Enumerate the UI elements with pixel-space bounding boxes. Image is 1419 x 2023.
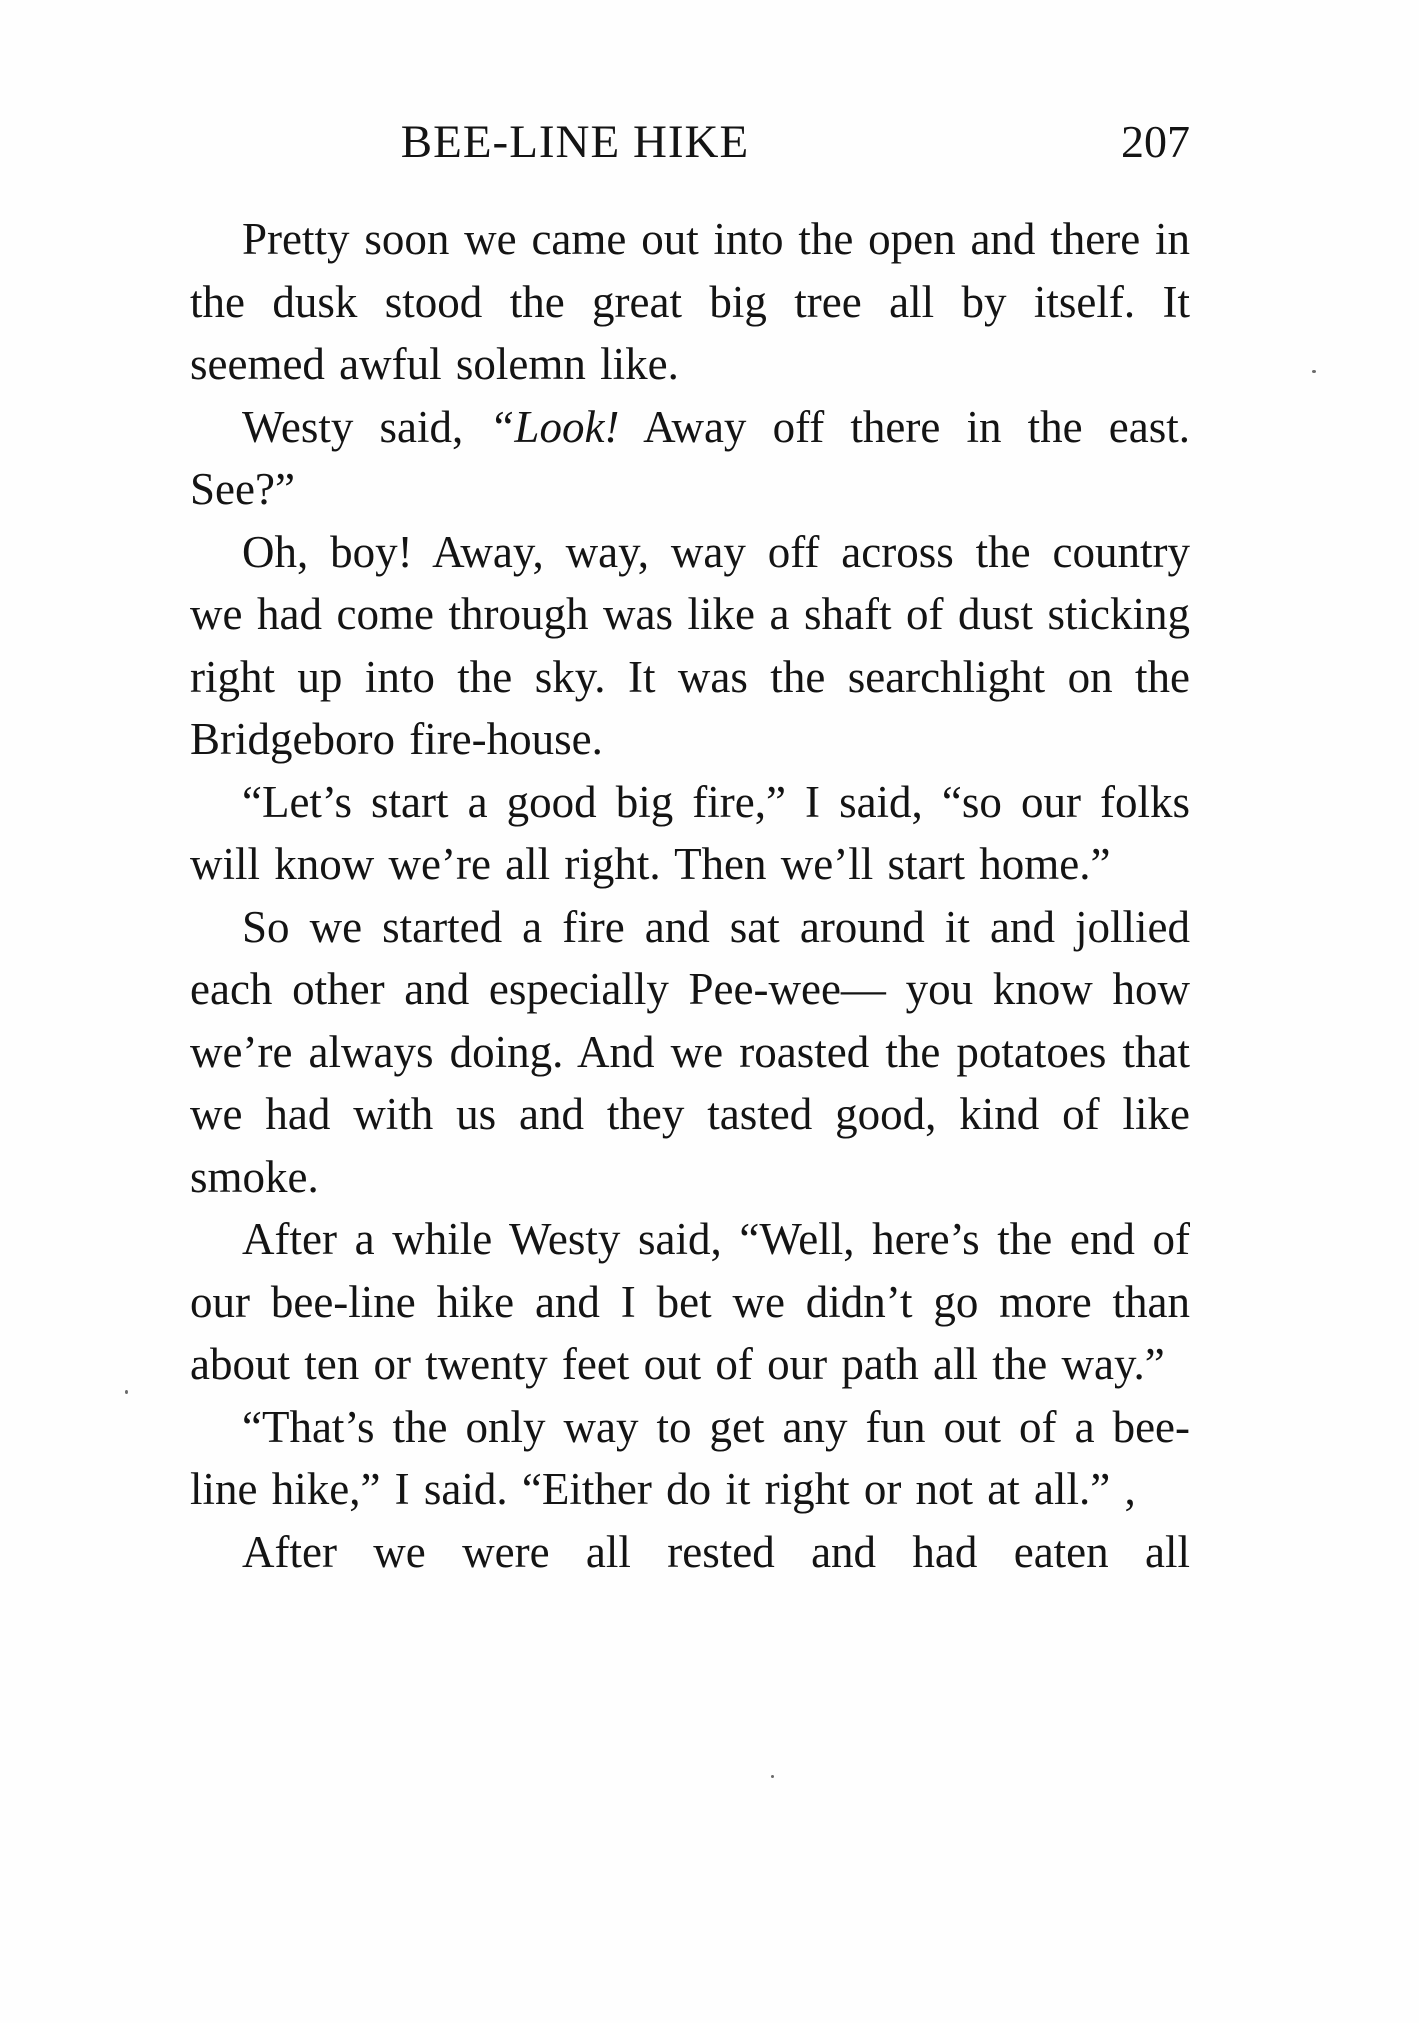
paragraph: “That’s the only way to get any fun out of a bee-line hike,” I said. “Either do it right or not at all.” , xyxy=(190,1401,1190,1514)
paragraph: So we started a fire and sat around it and jollied each other and especially Pee-wee— you know how we’re always doing. And we roasted the potatoes that we had with us and they tasted good, kind of like smoke. xyxy=(190,901,1190,1202)
paragraph xyxy=(190,396,1190,521)
paragraph-text: Westy said, xyxy=(242,401,490,452)
speck xyxy=(125,1390,128,1394)
speck xyxy=(1312,370,1316,373)
emphasis-text: “Look! xyxy=(489,401,620,452)
paragraph: “Let’s start a good big fire,” I said, “so our folks will know we’re all right. Then we’ll start home.” xyxy=(190,776,1190,889)
running-head xyxy=(190,112,1190,172)
paragraph: After a while Westy said, “Well, here’s the end of our bee-line hike and I bet we didn’t go more than about ten or twenty feet out of our path all the way.” xyxy=(190,1214,1190,1389)
paragraph: After we were all rested and had eaten all xyxy=(242,1526,1190,1577)
paragraph: Oh, boy! Away, way, way off across the country we had come through was like a shaft of dust sticking right up into the sky. It was the searchlight on the Bridgeboro fire-house. xyxy=(190,526,1190,764)
running-title: BEE-LINE HIKE xyxy=(400,116,750,168)
page-number: 207 xyxy=(1121,116,1190,167)
speck xyxy=(771,1775,774,1778)
paragraph-text: Away off there in the east. See?” xyxy=(190,401,1190,514)
paragraph: Pretty soon we came out into the open and there in the dusk stood the great big tree all by itself. It seemed awful solemn like. xyxy=(190,214,1190,389)
body-text xyxy=(190,208,1190,1583)
